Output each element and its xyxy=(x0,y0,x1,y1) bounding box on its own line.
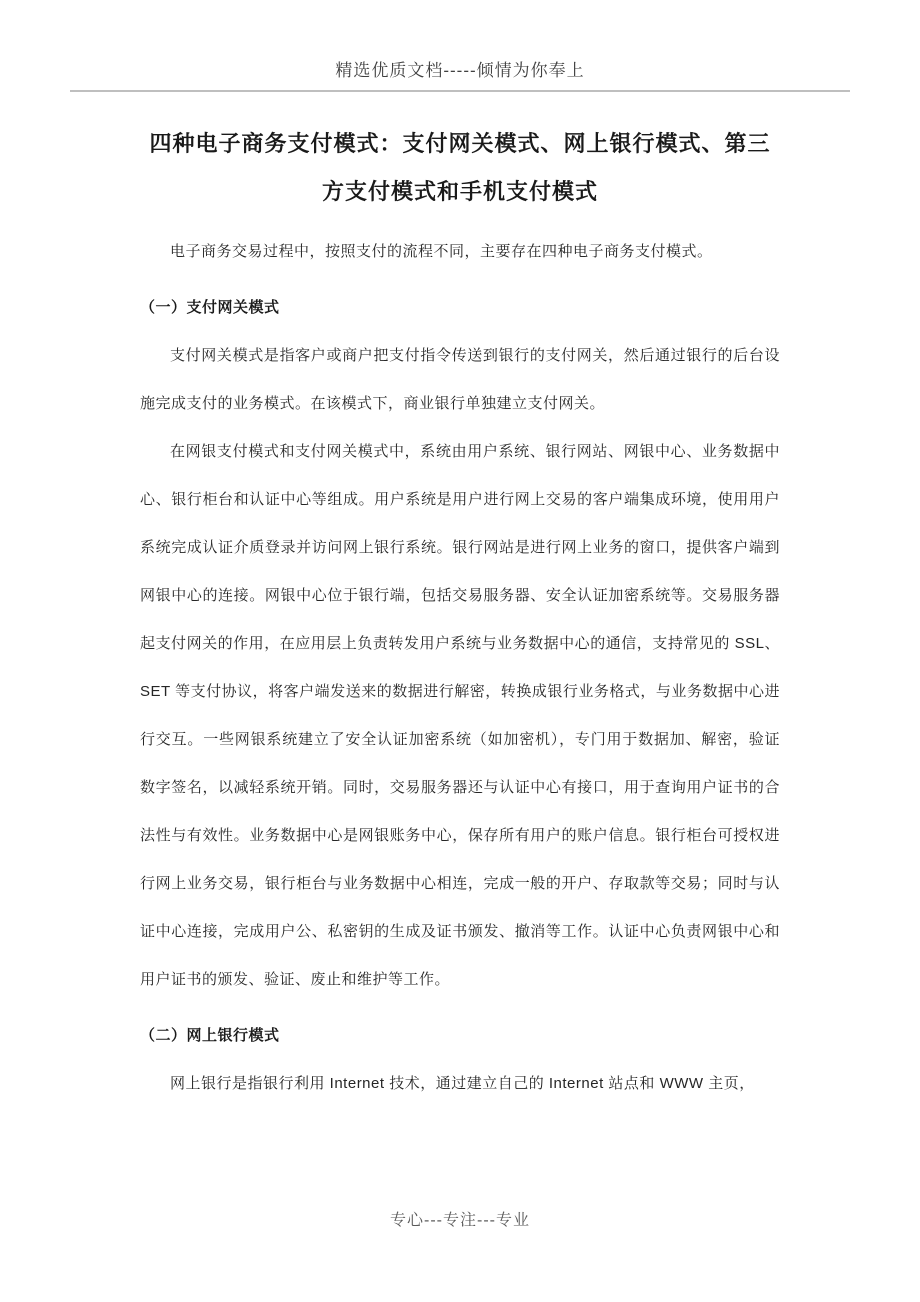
header-text: 精选优质文档-----倾情为你奉上 xyxy=(335,61,585,80)
section-heading-2: （二）网上银行模式 xyxy=(140,1027,280,1044)
document-title: 四种电子商务支付模式：支付网关模式、网上银行模式、第三方支付模式和手机支付模式 xyxy=(149,131,771,204)
section-heading-1: （一）支付网关模式 xyxy=(140,299,280,316)
section-1-paragraph-1: 支付网关模式是指客户或商户把支付指令传送到银行的支付网关，然后通过银行的后台设施完成支付的业务模式。在该模式下，商业银行单独建立支付网关。 xyxy=(140,347,780,412)
footer-text: 专心---专注---专业 xyxy=(390,1212,530,1229)
section-2-paragraph-1: 网上银行是指银行利用 Internet 技术，通过建立自己的 Internet 站点和 WWW 主页， xyxy=(170,1075,755,1092)
document-footer xyxy=(0,1207,920,1230)
intro-paragraph: 电子商务交易过程中，按照支付的流程不同，主要存在四种电子商务支付模式。 xyxy=(170,243,713,260)
document-header xyxy=(70,56,850,92)
section-1-paragraph-2: 在网银支付模式和支付网关模式中，系统由用户系统、银行网站、网银中心、业务数据中心、银行柜台和认证中心等组成。用户系统是用户进行网上交易的客户端集成环境，使用用户系统完成认证介质登录并访问网上银行系统。银行网站是进行网上业务的窗口，提供客户端到网银中心的连接。网银中心位于银行端，包括交易服务器、安全认证加密系统等。交易服务器起支付网关的作用，在应用层上负责转发用户系统与业务数据中心的通信，支持常见的 SSL、SET 等支付协议，将客户端发送来的数据进行解密，转换成银行业务格式，与业务数据中心进行交互。一些网银系统建立了安全认证加密系统（如加密机），专门用于数据加、解密，验证数字签名，以减轻系统开销。同时，交易服务器还与认证中心有接口，用于查询用户证书的合法性与有效性。业务数据中心是网银账务中心，保存所有用户的账户信息。银行柜台可授权进行网上业务交易，银行柜台与业务数据中心相连，完成一般的开户、存取款等交易；同时与认证中心连接，完成用户公、私密钥的生成及证书颁发、撤消等工作。认证中心负责网银中心和用户证书的颁发、验证、废止和维护等工作。 xyxy=(140,443,780,988)
